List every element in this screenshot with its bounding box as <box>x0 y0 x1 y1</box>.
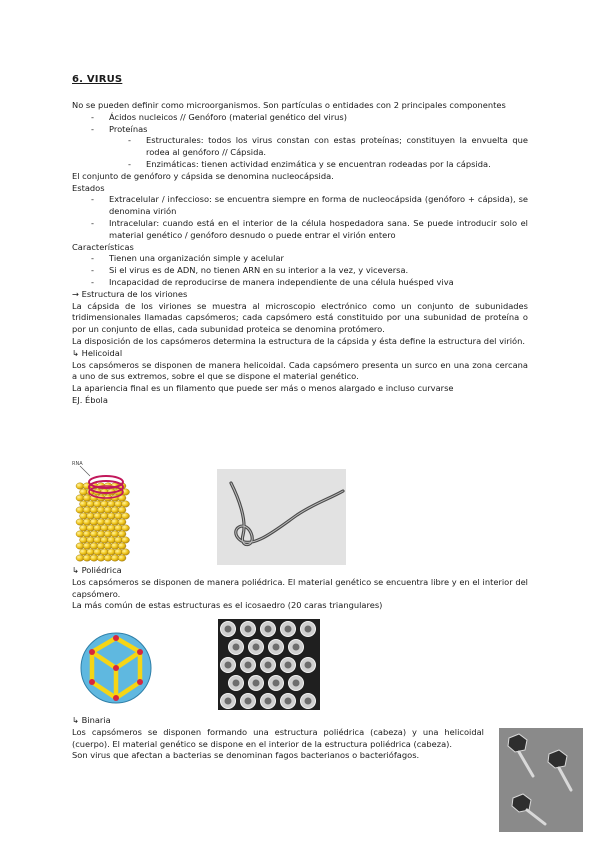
helicoidal-heading: ↳ Helicoidal <box>72 347 123 358</box>
binaria-paragraph-2: Son virus que afectan a bacterias se denominan fagos bacterianos o bacteriófagos. <box>72 750 420 761</box>
binaria-heading: ↳ Binaria <box>72 715 111 725</box>
caracteristicas-heading: Características <box>72 241 134 252</box>
list-item-enzimaticas: - Enzimáticas: tienen actividad enzimática y se encuentran rodeadas por la cápsida. <box>72 159 528 171</box>
poliedrica-section <box>72 565 528 612</box>
list-item-intracelular: - Intracelular: cuando está en el interior de la célula hospedadora sana. Se puede introducir solo el material genético / genóforo desnudo o puede entrar el virión entero <box>72 218 528 242</box>
icosahedral-capsid-diagram <box>78 630 154 706</box>
ebola-micrograph <box>217 469 346 565</box>
helicoidal-paragraph-2: La apariencia final es un filamento que puede ser más o menos alargado e incluso curvarse <box>72 383 454 394</box>
section-title: 6. VIRUS <box>72 74 123 85</box>
helicoidal-paragraph-1: Los capsómeros se disponen de manera helicoidal. Cada capsómero presenta un surco en una zona cercana a uno de sus extremos, sobre el que se dispone el material genético. <box>72 359 528 382</box>
binaria-section <box>72 715 484 762</box>
rna-label: RNA <box>72 461 83 467</box>
list-item-extracelular: - Extracelular / infeccioso: se encuentra siempre en forma de nucleocápsida (genóforo + cápsida), se denomina virión <box>72 194 528 218</box>
poliedrica-heading: ↳ Poliédrica <box>72 565 122 575</box>
poliedrica-paragraph-2: La más común de estas estructuras es el icosaedro (20 caras triangulares) <box>72 600 383 611</box>
list-item-estructurales: - Estructurales: todos los virus constan con estas proteínas; constituyen la envuelta que rodea al genóforo // Cápsida. <box>72 135 528 159</box>
helicoidal-example: EJ. Ébola <box>72 394 108 405</box>
estructura-paragraph-2: La disposición de los capsómeros determina la estructura de la cápsida y ésta define la estructura del virión. <box>72 335 526 346</box>
estructura-heading: → Estructura de los viriones <box>72 288 188 299</box>
list-item-acidos: - Ácidos nucleicos // Genóforo (material genético del virus) <box>72 112 528 124</box>
list-item-caracteristica: - Incapacidad de reproducirse de manera independiente de una célula huésped viva <box>72 277 528 289</box>
document-body <box>72 100 528 407</box>
nucleocapsida-paragraph: El conjunto de genóforo y cápsida se denomina nucleocápsida. <box>72 170 334 181</box>
list-item-proteinas: - Proteínas <box>72 124 528 136</box>
list-item-caracteristica: - Si el virus es de ADN, no tienen ARN en su interior a la vez, y viceversa. <box>72 265 528 277</box>
list-item-caracteristica: - Tienen una organización simple y acelular <box>72 253 528 265</box>
estructura-paragraph-1: La cápsida de los viriones se muestra al microscopio electrónico como un conjunto de subunidades tridimensionales llamadas capsómeros; cada capsómero está constituido por una subunidad de proteína o por un conjunto de ellas, cada subunidad proteica se denomina protómero. <box>72 300 528 335</box>
intro-paragraph: No se pueden definir como microorganismos. Son partículas o entidades con 2 principales componentes <box>72 100 506 110</box>
helical-capsid-diagram <box>68 456 158 564</box>
icosahedral-micrograph <box>218 619 320 710</box>
bacteriophage-micrograph <box>499 728 583 832</box>
poliedrica-paragraph-1: Los capsómeros se disponen de manera poliédrica. El material genético se encuentra libre y en el interior del capsómero. <box>72 576 528 599</box>
estados-heading: Estados <box>72 182 105 193</box>
binaria-paragraph-1: Los capsómeros se disponen formando una estructura poliédrica (cabeza) y una helicoidal (cuerpo). El material genético se dispone en el interior de la estructura poliédrica (cabeza). <box>72 726 484 749</box>
